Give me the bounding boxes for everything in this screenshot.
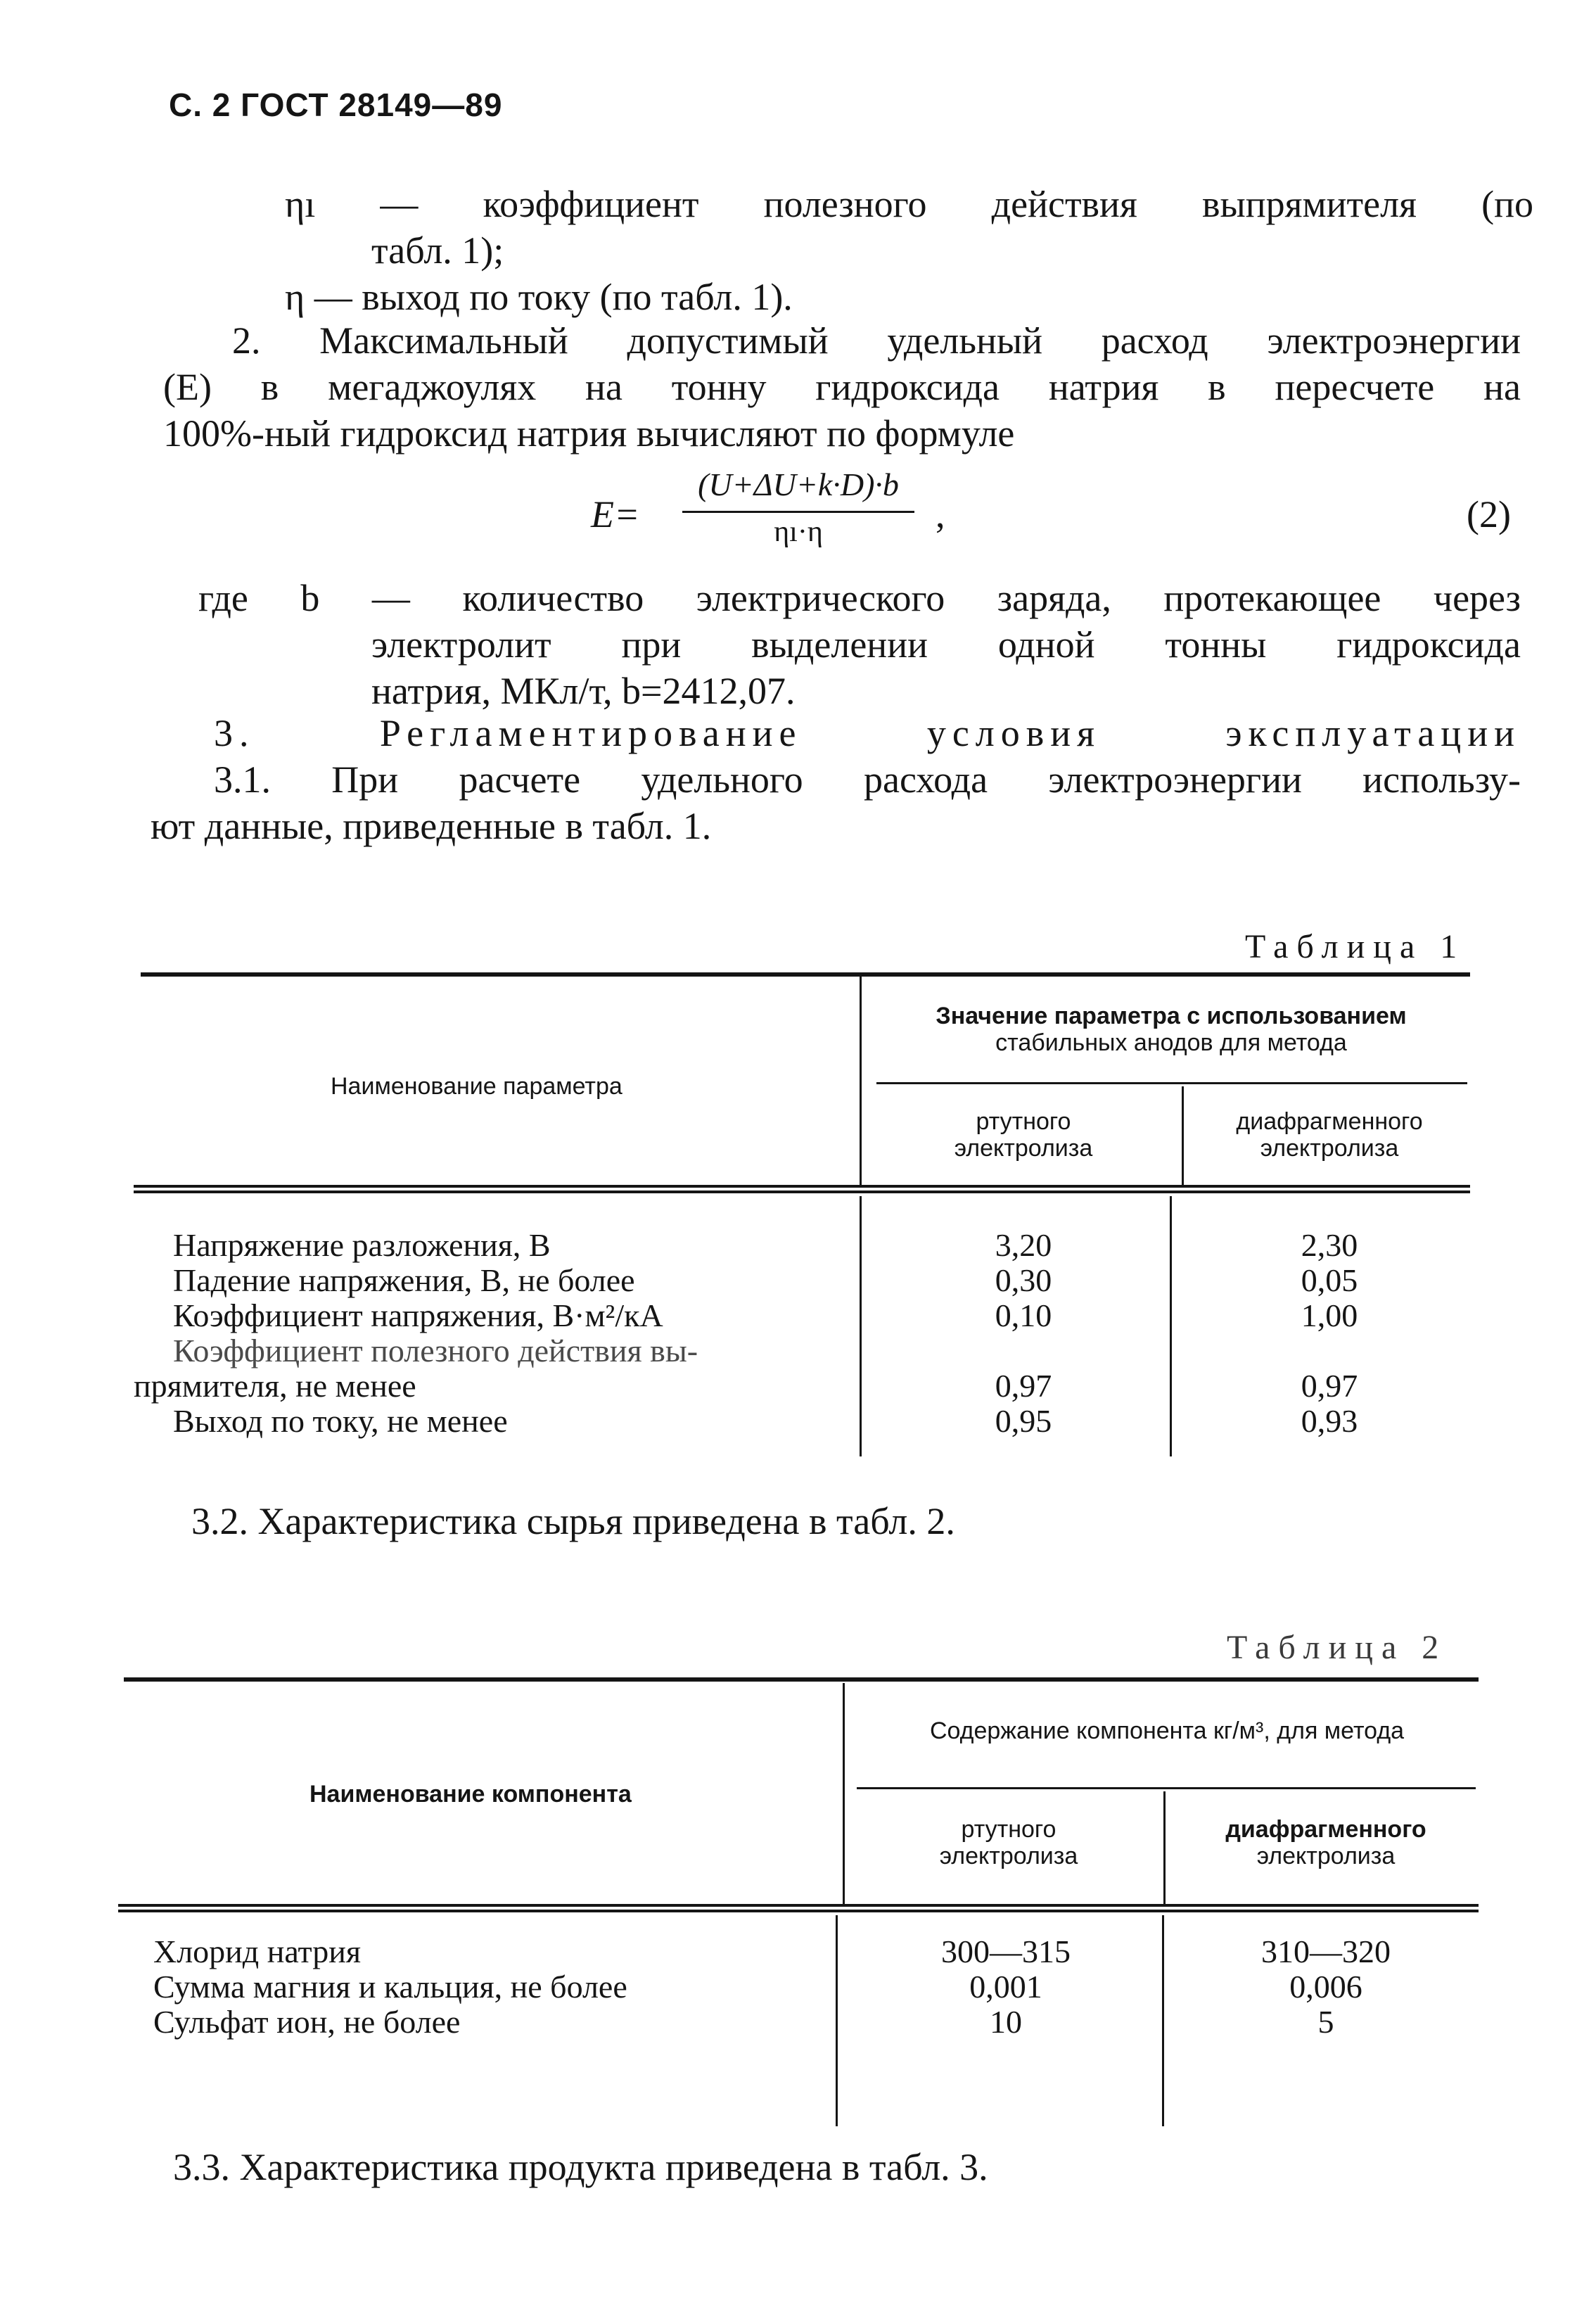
- table-1-row-6-v2: 0,93: [1301, 1403, 1358, 1439]
- table-2-row-1-v1: 300—315: [941, 1933, 1071, 1969]
- section-3-3: 3.3. Характеристика продукта приведена в табл. 3.: [173, 2146, 988, 2188]
- table-1-row-3-v2: 1,00: [1301, 1297, 1358, 1333]
- table-1-sub1-line1: ртутного: [976, 1108, 1071, 1135]
- section-3-1-line1: 3.1. При расчете удельного расхода электроэнергии использу-: [214, 758, 1521, 801]
- table-2-row-2-name: Сумма магния и кальция, не более: [153, 1969, 627, 2005]
- table-1-row-1-v1: 3,20: [995, 1227, 1052, 1263]
- where-b-line2: электролит при выделении одной тонны гидроксида: [371, 623, 1521, 666]
- table-1-row-3-v1: 0,10: [995, 1297, 1052, 1333]
- formula-denominator: ηı·η: [774, 516, 823, 548]
- page-header: С. 2 ГОСТ 28149—89: [169, 87, 503, 123]
- table-2-vrule-sub-head: [1163, 1791, 1166, 1904]
- table-2-caption: Таблица 2: [1227, 1629, 1448, 1666]
- table-1-row-3-name: Коэффициент напряжения, В·м²/кА: [173, 1297, 663, 1333]
- table-2-sub2-line2: электролиза: [1256, 1843, 1396, 1869]
- table-1-subhead-rule: [876, 1082, 1467, 1084]
- table-2-vrule-main-body: [836, 1915, 838, 2126]
- table-1-group-header-line2: стабильных анодов для метода: [995, 1029, 1347, 1056]
- table-1-row-4-name: Коэффициент полезного действия вы-: [173, 1333, 698, 1369]
- where-b-line3: натрия, МКл/т, b=2412,07.: [371, 670, 796, 712]
- table-1-sub2-line1: диафрагменного: [1236, 1108, 1423, 1135]
- table-1-row-5-name: прямителя, не менее: [134, 1368, 416, 1404]
- table-2-vrule-main-head: [843, 1683, 845, 1904]
- table-2-top-rule: [124, 1677, 1479, 1682]
- table-1-header-rule-a: [134, 1185, 1470, 1188]
- table-1-col-param-header: Наименование параметра: [331, 1073, 623, 1100]
- table-2-header-rule-a: [118, 1904, 1479, 1907]
- table-2-row-3-name: Сульфат ион, не более: [153, 2004, 461, 2040]
- paragraph-2-line3: 100%-ный гидроксид натрия вычисляют по формуле: [163, 412, 1015, 455]
- table-2-row-1-name: Хлорид натрия: [153, 1933, 361, 1969]
- table-1-vrule-main-head: [860, 977, 862, 1185]
- table-2-group-header: Содержание компонента кг/м³, для метода: [929, 1717, 1405, 1744]
- table-2-row-3-v2: 5: [1317, 2004, 1334, 2040]
- table-1-vrule-sub-head: [1182, 1086, 1184, 1185]
- table-1-header-rule-b: [134, 1190, 1470, 1193]
- formula-lhs: E=: [591, 493, 640, 535]
- table-2-header-rule-b: [118, 1910, 1479, 1912]
- table-1-sub2-line2: электролиза: [1260, 1135, 1399, 1162]
- where-b-line1: где b — количество электрического заряда, протекающее через: [198, 577, 1521, 619]
- table-1-row-2-name: Падение напряжения, В, не более: [173, 1262, 635, 1298]
- table-2-row-1-v2: 310—320: [1261, 1933, 1391, 1969]
- table-1-caption: Таблица 1: [1245, 928, 1466, 965]
- section-3-title: 3. Регламентирование условия эксплуатации: [214, 712, 1521, 754]
- formula-comma: ,: [936, 493, 945, 535]
- formula-numerator: (U+ΔU+k·D)·b: [698, 466, 899, 502]
- table-1-row-6-name: Выход по току, не менее: [173, 1403, 508, 1439]
- table-1-row-2-v1: 0,30: [995, 1262, 1052, 1298]
- section-3-2: 3.2. Характеристика сырья приведена в табл. 2.: [191, 1500, 955, 1542]
- table-2-subhead-rule: [857, 1787, 1476, 1789]
- eta1-definition-line1: ηı — коэффициент полезного действия выпрямителя (по: [285, 183, 1533, 225]
- table-2-row-2-v1: 0,001: [969, 1969, 1042, 2005]
- table-2-row-3-v1: 10: [990, 2004, 1022, 2040]
- table-1-top-rule: [141, 972, 1470, 977]
- energy-formula: [591, 464, 1083, 556]
- section-3-1-line2: ют данные, приведенные в табл. 1.: [151, 805, 712, 847]
- paragraph-2-line2: (E) в мегаджоулях на тонну гидроксида натрия в пересчете на: [163, 366, 1521, 408]
- eta-definition: η — выход по току (по табл. 1).: [285, 276, 793, 318]
- table-2-row-2-v2: 0,006: [1289, 1969, 1362, 2005]
- table-1-row-1-name: Напряжение разложения, В: [173, 1227, 551, 1263]
- table-1-vrule-main-body: [860, 1196, 862, 1456]
- table-2-col-comp-header: Наименование компонента: [309, 1781, 632, 1808]
- table-2-sub1-line2: электролиза: [939, 1843, 1078, 1869]
- table-1-row-6-v1: 0,95: [995, 1403, 1052, 1439]
- table-2-sub1-line1: ртутного: [961, 1816, 1056, 1843]
- table-1-row-2-v2: 0,05: [1301, 1262, 1358, 1298]
- formula-fraction-bar: [682, 511, 914, 513]
- table-1-row-1-v2: 2,30: [1301, 1227, 1358, 1263]
- table-1-sub1-line2: электролиза: [954, 1135, 1093, 1162]
- paragraph-2-line1: 2. Максимальный допустимый удельный расход электроэнергии: [232, 319, 1521, 362]
- table-1-row-5-v1: 0,97: [995, 1368, 1052, 1404]
- table-2-sub2-line1: диафрагменного: [1225, 1816, 1426, 1843]
- table-2-vrule-sub-body: [1162, 1915, 1164, 2126]
- table-1-row-5-v2: 0,97: [1301, 1368, 1358, 1404]
- table-1-group-header-line1: Значение параметра с использованием: [936, 1003, 1407, 1029]
- equation-number: (2): [1467, 493, 1511, 535]
- eta1-definition-line2: табл. 1);: [371, 229, 504, 272]
